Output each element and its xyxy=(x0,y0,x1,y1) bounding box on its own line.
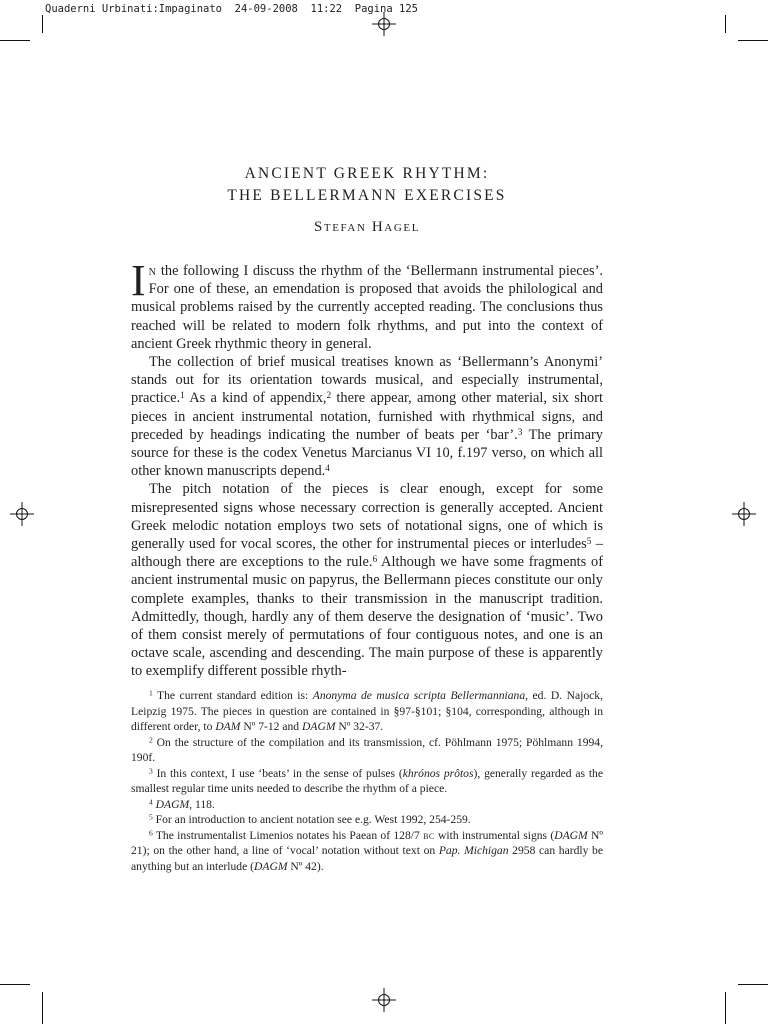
registration-mark-top xyxy=(372,12,396,36)
footnote-italic: DAGM xyxy=(302,720,336,733)
footnote-number: 1 xyxy=(149,688,153,698)
body-paragraph-3 xyxy=(131,480,603,680)
footnote-6 xyxy=(131,828,603,875)
crop-mark-top-right-v xyxy=(725,15,726,33)
paragraph-text: – although there are exceptions to the rule. xyxy=(131,536,603,571)
article-title-line-1: ANCIENT GREEK RHYTHM: xyxy=(244,165,490,182)
paragraph-text: As a kind of appendix, xyxy=(184,390,327,407)
article-title-line-2: THE BELLERMANN EXERCISES xyxy=(227,187,507,204)
footnote-text: , ed. D. Najock, Leipzig 1975. The pieces in question are contained in §97-§101; §104, corresponding, although in different order, to xyxy=(131,689,603,733)
footnote-smallcaps: bc xyxy=(423,828,435,842)
footnote-italic: DAGM xyxy=(152,797,190,811)
footnote-number: 2 xyxy=(149,735,153,745)
footnote-5 xyxy=(131,812,603,828)
crop-mark-top-left-v xyxy=(42,15,43,33)
footnote-text: On the structure of the compilation and its transmission, cf. Pöhlmann 1975; Pöhlmann 1994, 190f. xyxy=(131,735,603,764)
printer-slug: Quaderni Urbinati:Impaginato 24-09-2008 11:22 Pagina 125 xyxy=(45,3,418,15)
registration-mark-left xyxy=(10,502,34,526)
registration-mark-bottom xyxy=(372,988,396,1012)
footnote-4 xyxy=(131,797,603,813)
footnote-text: The instrumentalist Limenios notates his Paean of 128/7 xyxy=(152,828,424,842)
footnote-text: Nº 7-12 and xyxy=(240,720,302,733)
footnotes xyxy=(131,688,603,874)
paragraph-text: The collection of brief musical treatises known as ‘Bellermann’s Anonymi’ stands out for its orientation towards musical, and especially instrumental, practice. xyxy=(131,354,603,407)
paragraph-text: there appear, among other material, six short pieces in ancient instrumental notation, furnished with rhythmical signs, and preceded by headings indicating the number of beats per ‘bar’. xyxy=(131,390,603,443)
crop-mark-bottom-right-h xyxy=(738,984,768,985)
paragraph-text: The pitch notation of the pieces is clear enough, except for some misrepresented signs whose necessary correction is generally accepted. Ancient Greek melodic notation employs two sets of notational signs, one of which is generally used for vocal scores, the other for instrumental pieces or interludes xyxy=(131,481,603,553)
footnote-italic: DAGM xyxy=(554,828,588,842)
footnote-text: ), generally regarded as the smallest regular time units needed to describe the rhythm of a piece. xyxy=(131,766,603,795)
footnote-number: 5 xyxy=(149,812,153,822)
footnote-italic: DAGM xyxy=(254,859,288,873)
paragraph-text: the following I discuss the rhythm of the ‘Bellermann instrumental pieces’. For one of these, an emendation is proposed that avoids the philological and musical problems raised by the currently accepted reading. The conclusions thus reached will be related to modern folk rhythms, and put into the context of ancient Greek rhythmic theory in general. xyxy=(131,263,603,352)
registration-mark-right xyxy=(732,502,756,526)
footnote-number: 4 xyxy=(149,797,153,807)
footnote-text: Nº 32-37. xyxy=(335,720,384,733)
footnote-1 xyxy=(131,688,603,735)
article-body xyxy=(131,256,603,681)
body-paragraph-1 xyxy=(131,256,603,353)
footnote-3 xyxy=(131,766,603,797)
footnote-number: 3 xyxy=(149,766,153,776)
footnote-text: Nº 21); on the other hand, a line of ‘vocal’ notation without text on xyxy=(131,828,603,857)
article-title xyxy=(131,163,603,207)
crop-mark-bottom-right-v xyxy=(725,992,726,1024)
footnote-text: 2958 can hardly be anything but an interlude ( xyxy=(131,844,603,873)
footnote-ref-2: 2 xyxy=(326,391,332,402)
footnote-text: The current standard edition is: xyxy=(152,689,313,702)
crop-mark-top-right-h xyxy=(738,40,768,41)
footnote-2 xyxy=(131,735,603,766)
paragraph-text: The primary source for these is the codex Venetus Marcianus VI 10, f.197 verso, on which all other known manuscripts depend. xyxy=(131,426,603,480)
crop-mark-bottom-left-h xyxy=(0,984,30,985)
footnote-ref-3: 3 xyxy=(517,427,523,438)
crop-mark-top-left-h xyxy=(0,40,30,41)
footnote-text: with instrumental signs ( xyxy=(434,828,555,842)
paragraph-text: Although we have some fragments of ancient instrumental music on papyrus, the Bellermann pieces constitute our only complete examples, thanks to their transmission in the manuscript tradition. Admittedly, though, hardly any of them deserve the designation of ‘music’. Two of them consist merely of permutations of four contiguous notes, and one is an octave scale, ascending and descending. The main purpose of these is apparently to exemplify different possible rhyth- xyxy=(131,554,603,680)
footnote-ref-5: 5 xyxy=(586,536,592,547)
footnote-text: For an introduction to ancient notation see e.g. West 1992, 254-259. xyxy=(152,813,471,826)
crop-mark-bottom-left-v xyxy=(42,992,43,1024)
footnote-ref-1: 1 xyxy=(180,391,185,402)
footnote-text: In this context, I use ‘beats’ in the sense of pulses ( xyxy=(152,766,403,780)
footnote-ref-4: 4 xyxy=(325,464,330,475)
footnote-italic: Pap. Michigan xyxy=(438,844,509,857)
footnote-italic: Anonyma de musica scripta Bellermanniana xyxy=(312,689,526,702)
body-paragraph-2 xyxy=(131,353,603,480)
footnote-ref-6: 6 xyxy=(372,555,378,566)
footnote-text: Nº 42). xyxy=(287,859,324,873)
footnote-text: , 118. xyxy=(189,797,215,811)
footnote-italic: khrónos prôtos xyxy=(402,766,474,780)
drop-cap-lead: n xyxy=(148,263,157,279)
footnote-number: 6 xyxy=(149,828,153,838)
footnote-italic: DAM xyxy=(215,720,241,733)
drop-cap: I xyxy=(131,256,146,305)
article-author: Stefan Hagel xyxy=(313,219,421,235)
